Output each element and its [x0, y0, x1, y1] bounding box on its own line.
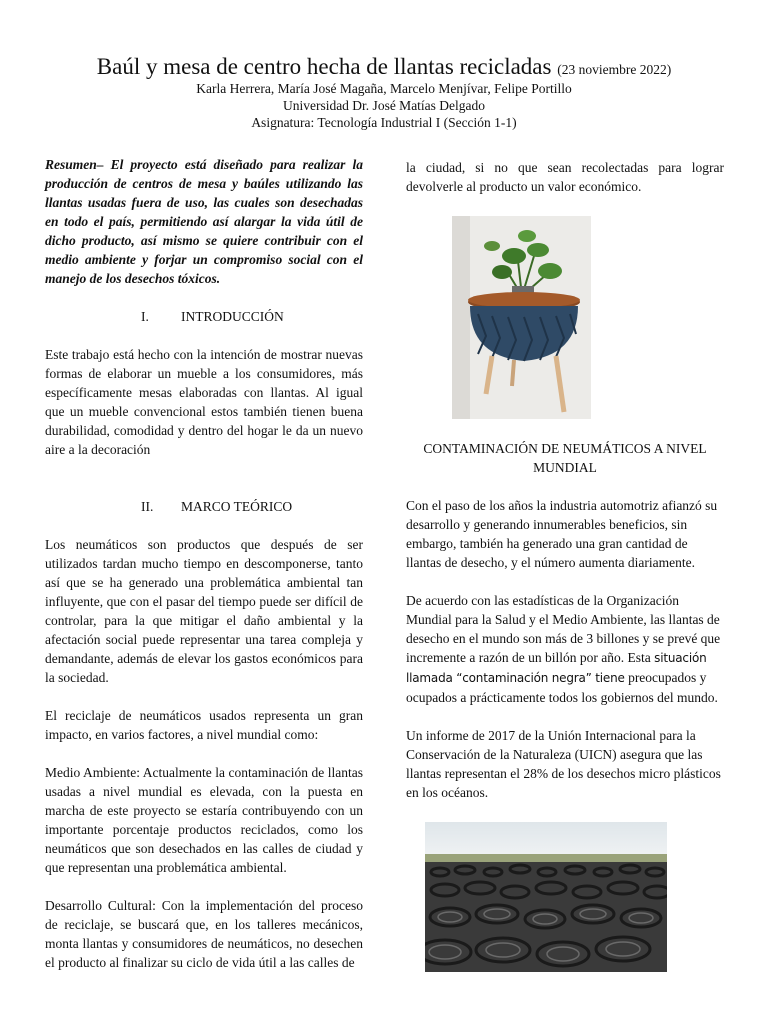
right-column-top	[406, 158, 724, 196]
tire-table-photo	[452, 216, 591, 419]
abstract: Resumen– El proyecto está diseñado para realizar la producción de centros de mesa y baúles utilizando las llantas usadas fuera de uso, las cuales son desechadas en todo el país, permitiendo así alargar la vida útil de dicho producto, así mismo se quiere contribuir con el medio ambiente y forjar un compromiso social con el manejo de los desechos tóxicos.	[45, 157, 363, 286]
theory-paragraph-3: Medio Ambiente: Actualmente la contaminación de llantas usadas a nivel mundial es elevada, con la puesta en marcha de este proyecto se estaría contribuyendo con un importante porcentaje productos reciclados, como los neumáticos que son desechados en las calles de ciudad y que representan una problemática ambiental.	[45, 765, 363, 875]
theory-paragraph-1: Los neumáticos son productos que después de ser utilizados tardan mucho tiempo en descomponerse, tanto así que se ha generado una problemática ambiental tan influyente, que con el pasar del tiempo puede ser difícil de controlar, para la que mitigar el daño ambiental y la afectación social puede representar una tarea compleja y demandante, además de elevar los gastos económicos para la sociedad.	[45, 537, 363, 685]
section-2-number: II.	[141, 499, 154, 514]
paper-title: Baúl y mesa de centro hecha de llantas recicladas	[96, 54, 552, 79]
tire-table-illustration	[452, 216, 591, 419]
continued-paragraph: la ciudad, si no que sean recolectadas para lograr devolverle al producto un valor económico.	[406, 160, 724, 194]
contamination-heading: CONTAMINACIÓN DE NEUMÁTICOS A NIVEL MUNDIAL	[423, 441, 707, 475]
intro-paragraph: Este trabajo está hecho con la intención de mostrar nuevas formas de elaborar un mueble a los consumidores, más específicamente mesas elaboradas con llantas. Al igual que un mueble convencional estos también tienen buena durabilidad, comodidad y dentro del hogar le da un nuevo aire a la decoración	[45, 347, 363, 457]
paper-university: Universidad Dr. José Matías Delgado	[282, 98, 486, 113]
left-column	[45, 155, 363, 972]
section-2-title: MARCO TEÓRICO	[181, 499, 293, 514]
theory-paragraph-4: Desarrollo Cultural: Con la implementación del proceso de reciclaje, se buscará que, en los talleres mecánicos, monta llantas y consumidores de neumáticos, no desechen el producto al finalizar su ciclo de vida útil a las calles de	[45, 898, 363, 970]
paper-date: (23 noviembre 2022)	[557, 62, 672, 77]
theory-paragraph-2: El reciclaje de neumáticos usados representa un gran impacto, en varios factores, a nivel mundial como:	[45, 708, 363, 742]
contamination-paragraph-2c: preocupados y ocupados a prácticamente todos los gobiernos del mundo.	[406, 670, 718, 705]
contamination-paragraph-3: Un informe de 2017 de la Unión Internacional para la Conservación de la Naturaleza (UICN) asegura que las llantas representan el 28% de los desechos micro plásticos en los océanos.	[406, 728, 721, 800]
tire-dump-illustration	[425, 822, 667, 972]
contamination-paragraph-2a: De acuerdo con las estadísticas de la Organización Mundial para la Salud y el Medio Ambiente, las llantas de desecho en el mundo son más de 3 billones y se prevé que incremente a razón de un billón por año. Esta	[406, 593, 721, 665]
contamination-paragraph-1: Con el paso de los años la industria automotriz afianzó su desarrollo y generando innumerables beneficios, sin embargo, también ha generado una gran cantidad de llantas de desecho, y el número aumenta diariamente.	[406, 498, 718, 570]
section-1-number: I.	[141, 309, 149, 324]
paper-course: Asignatura: Tecnología Industrial I (Sección 1-1)	[251, 115, 517, 130]
section-1-heading	[45, 307, 363, 326]
right-column-main	[406, 439, 724, 802]
section-2-heading	[45, 497, 363, 516]
contamination-paragraph-2	[406, 591, 724, 707]
section-1-title: INTRODUCCIÓN	[181, 309, 284, 324]
paper-authors: Karla Herrera, María José Magaña, Marcelo Menjívar, Felipe Portillo	[196, 81, 572, 96]
tire-dump-photo	[425, 822, 667, 972]
contamination-paragraph-2b: situación llamada “contaminación negra” tiene	[406, 651, 707, 685]
